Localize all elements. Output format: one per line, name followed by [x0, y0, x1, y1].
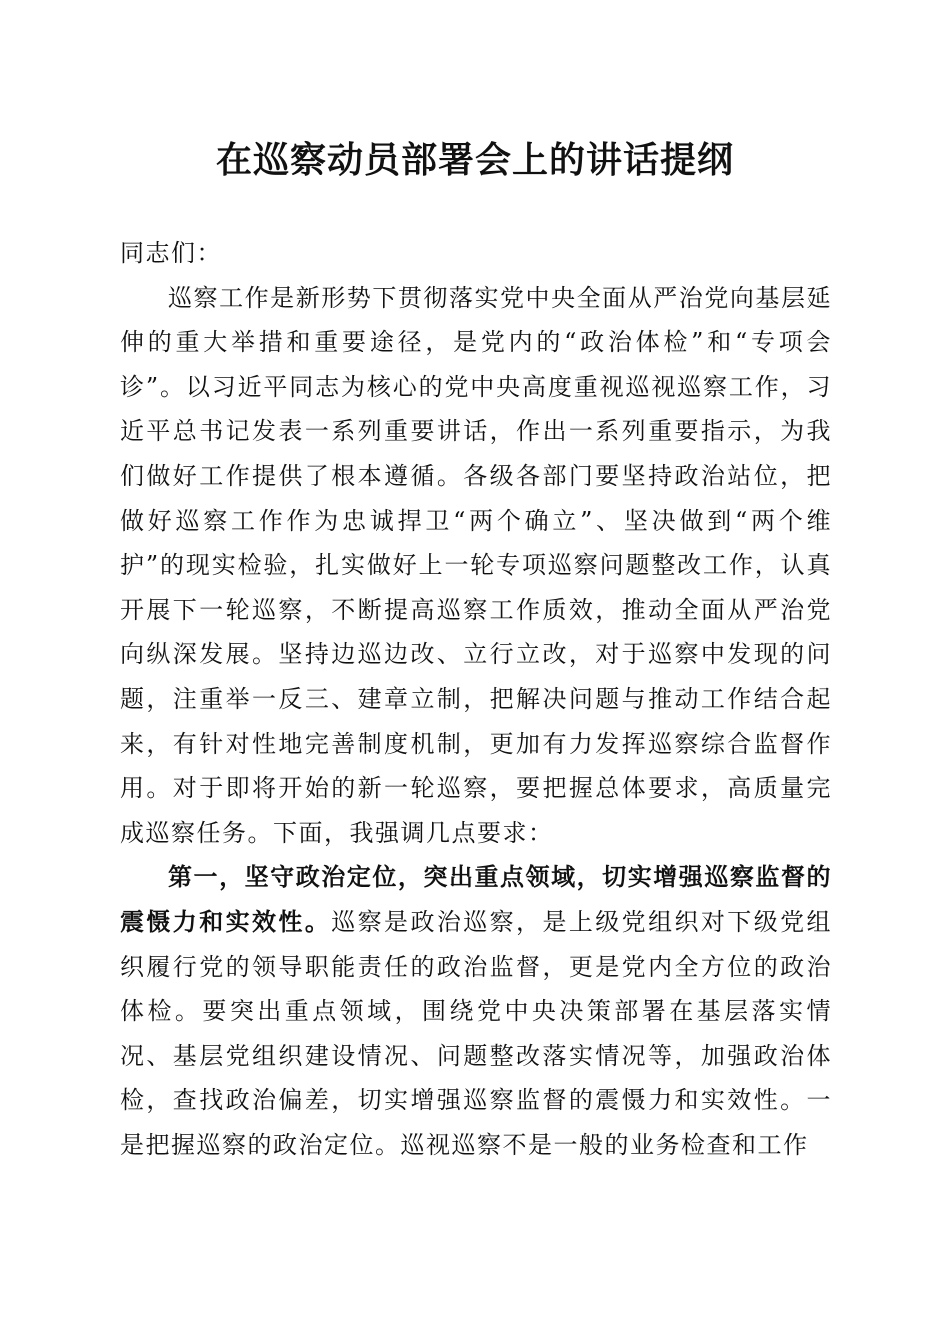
document-body	[120, 231, 832, 1167]
paragraph-lead-heading: 第一，坚守政治定位，突出重点领域，切实增强巡察监督的震慑力和实效性。	[120, 862, 832, 936]
paragraph-text: 巡察是政治巡察，是上级党组织对下级党组织履行党的领导职能责任的政治监督，更是党内全方位的政治体检。要突出重点领域，围绕党中央决策部署在基层落实情况、基层党组织建设情况、问题整改落实情况等，加强政治体检，查找政治偏差，切实增强巡察监督的震慑力和实效性。一是把握巡察的政治定位。巡视巡察不是一般的业务检查和工作	[120, 907, 833, 1159]
document-title: 在巡察动员部署会上的讲话提纲	[215, 139, 734, 181]
paragraph-first-point	[120, 855, 832, 1167]
paragraph-text: 巡察工作是新形势下贯彻落实党中央全面从严治党向基层延伸的重大举措和重要途径，是党内的“政治体检”和“专项会诊”。以习近平同志为核心的党中央高度重视巡视巡察工作，习近平总书记发表一系列重要讲话，作出一系列重要指示，为我们做好工作提供了根本遵循。各级各部门要坚持政治站位，把做好巡察工作作为忠诚捍卫“两个确立”、坚决做到“两个维护”的现实检验，扎实做好上一轮专项巡察问题整改工作，认真开展下一轮巡察，不断提高巡察工作质效，推动全面从严治党向纵深发展。坚持边巡边改、立行立改，对于巡察中发现的问题，注重举一反三、建章立制，把解决问题与推动工作结合起来，有针对性地完善制度机制，更加有力发挥巡察综合监督作用。对于即将开始的新一轮巡察，要把握总体要求，高质量完成巡察任务。下面，我强调几点要求：	[120, 283, 832, 847]
paragraph-intro	[120, 276, 832, 856]
salutation: 同志们：	[120, 239, 222, 267]
